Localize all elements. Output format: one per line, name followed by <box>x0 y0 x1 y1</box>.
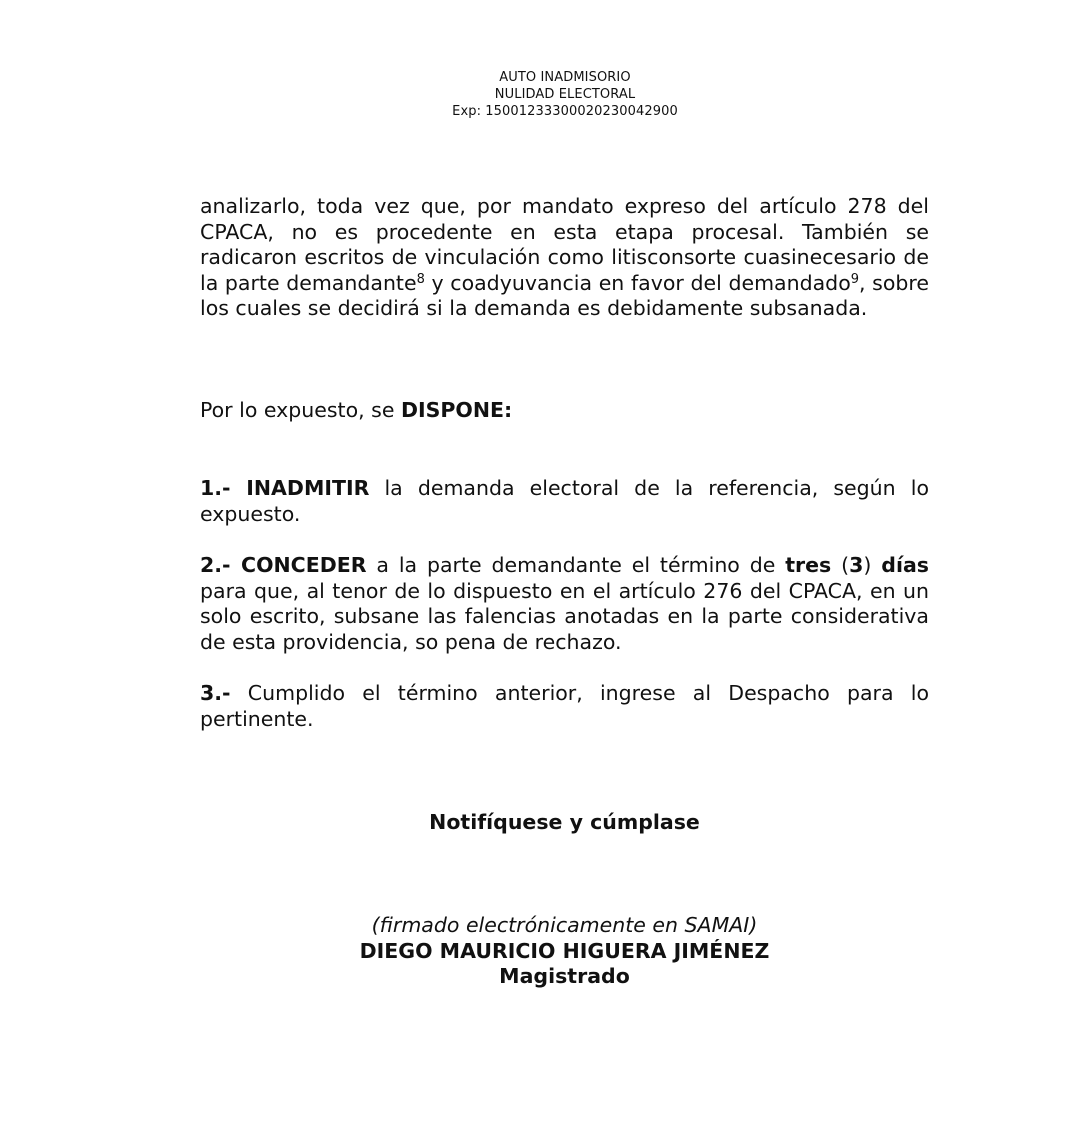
footnote-marker: 8 <box>416 271 425 287</box>
paragraph-text: Por lo expuesto, se <box>200 398 401 422</box>
header-title: AUTO INADMISORIO <box>499 70 631 85</box>
paren-close: ) <box>863 553 882 577</box>
item-text: la demanda electoral de la referencia, según lo expuesto. <box>200 476 930 526</box>
signer-role: Magistrado <box>499 964 630 988</box>
item-label: 2.- CONCEDER <box>200 553 367 577</box>
footnote-marker: 9 <box>850 271 860 287</box>
paragraph-disposition-intro <box>200 398 929 424</box>
item-text: Cumplido el término anterior, ingrese al Despacho para lo pertinente. <box>200 681 929 731</box>
item-text: a la parte demandante el término de <box>366 553 786 577</box>
resolution-item-2 <box>200 553 929 655</box>
paragraph-text: analizarlo, toda vez que, por mandato expreso del artículo 278 del CPACA, no es procedente en esta etapa procesal. También se radicaron escritos de vinculación como litisconsorte cuasinecesario de la parte demandante <box>200 194 929 295</box>
term-unit: días <box>881 553 930 577</box>
paren-open: ( <box>831 553 850 577</box>
signer-name: DIEGO MAURICIO HIGUERA JIMÉNEZ <box>359 938 770 963</box>
paragraph-text: y coadyuvancia en favor del demandado <box>424 270 851 295</box>
resolution-item-3 <box>200 681 929 732</box>
term-word: tres <box>785 553 832 577</box>
signature-note: (firmado electrónicamente en SAMAI) <box>371 913 758 937</box>
paragraph-text: , sobre los cuales se decidirá si la demanda es debidamente subsanada. <box>200 270 930 320</box>
dispone-heading: DISPONE: <box>400 398 513 422</box>
document-header <box>0 69 1080 120</box>
notification-line: Notifíquese y cúmplase <box>429 810 700 834</box>
paragraph-analysis <box>200 194 929 322</box>
term-number: 3 <box>849 553 864 577</box>
item-text: para que, al tenor de lo dispuesto en el artículo 276 del CPACA, en un solo escrito, subsane las falencias anotadas en la parte considerativa de esta providencia, so pena de rechazo. <box>200 578 929 654</box>
header-subtitle: NULIDAD ELECTORAL <box>494 87 636 102</box>
item-label: 1.- INADMITIR <box>200 476 370 500</box>
signature-block <box>200 913 929 990</box>
header-case-number: Exp: 15001233300020230042900 <box>452 104 678 119</box>
item-label: 3.- <box>200 681 231 705</box>
resolution-item-1 <box>200 476 929 527</box>
